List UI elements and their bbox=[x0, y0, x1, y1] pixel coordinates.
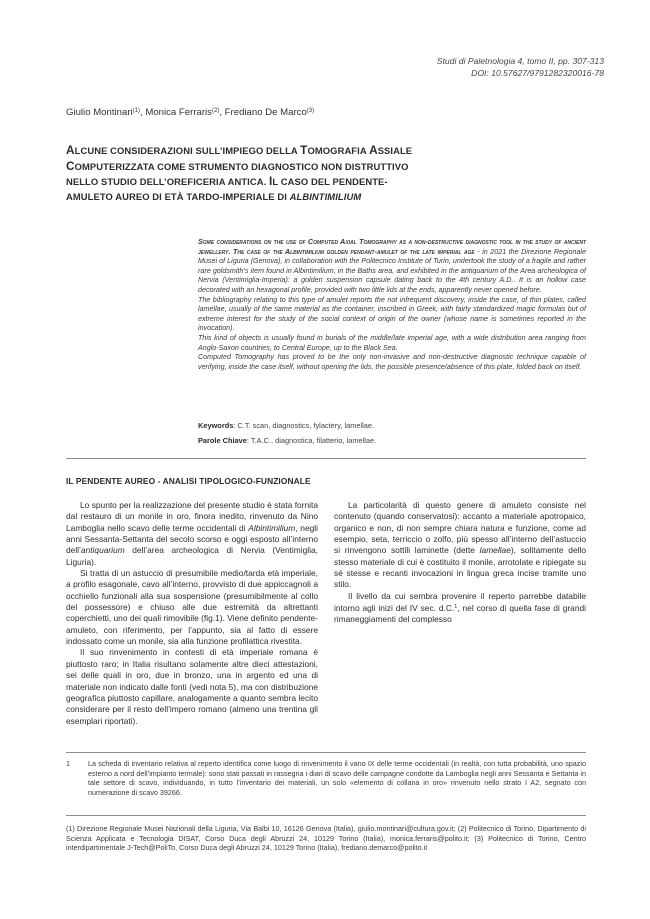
title-text: OMPUTERIZZATA COME STRUMENTO DIAGNOSTICO NON DISTRUTTIVO bbox=[74, 160, 409, 172]
parole-chiave-value: : T.A.C., diagnostica, filatterio, lamellae. bbox=[246, 436, 377, 445]
body-italic: Albintimilium bbox=[248, 522, 296, 533]
title-text: LCUNE CONSIDERAZIONI SULL’IMPIEGO DELLA bbox=[74, 145, 301, 156]
body-column-left bbox=[66, 500, 318, 727]
keywords-value: : C.T. scan, diagnostics, fylactery, lamellae. bbox=[233, 421, 375, 430]
footnote-number: 1 bbox=[66, 759, 70, 768]
title-cap: T bbox=[300, 143, 308, 157]
body-column-right bbox=[334, 500, 586, 626]
body-text: dell’area archeologica di Nervia (Ventimiglia, Liguria). bbox=[66, 545, 318, 567]
abstract-paragraph: - in 2021 the Direzione Regionale Musei of Liguria (Genova), in collaboration with the Politecnico Institute of Turin, undertook the study of a fragile and rather rare goldsmith’s item found in Albintimilium, in the Baths area, and exhibited in the antiquarium of the Area archeologica of Nervia (Ventimiglia-Imperia): a golden suspension capsule dating back to the 4th century A.D.. It is an hollow case decorated with an hexagonal profile, provided with two little lids at the ends, apparently never opened before. bbox=[198, 247, 586, 294]
parole-chiave bbox=[198, 436, 586, 446]
author-separator: , bbox=[140, 107, 146, 118]
title-cap: A bbox=[369, 143, 378, 157]
affiliation-divider bbox=[66, 815, 586, 816]
author-name: Monica Ferraris bbox=[145, 107, 212, 118]
body-paragraph bbox=[66, 500, 318, 568]
abstract-paragraph: This kind of objects is usually found in burials of the middle/late imperial age, with a wide distribution area ranging from Anglo-Saxon countries, to Central Europe, up to the Black Sea. bbox=[198, 333, 586, 352]
author-list bbox=[66, 107, 314, 118]
paper-title bbox=[66, 143, 586, 204]
body-paragraph: Si tratta di un astuccio di presumibile medio/tarda età imperiale, a profilo esagonale, cavo all’interno, provvisto di due appiccagnoli a occhiello funzionali alla sua sospensione (presumibilmente al collo del possessore) e chiuso alle due estremità da altrettanti coperchietti, uno dei quali rimovibile (fig.1). Viene definito pendente-amuleto, con riferimento, per l’appunto, sia al fatto di essere indossato come un monile, sia alla funzione profilattica rivestita. bbox=[66, 568, 318, 647]
abstract bbox=[198, 238, 586, 372]
footnote-divider bbox=[66, 752, 586, 753]
author-affiliation-mark: (1) bbox=[132, 108, 140, 114]
body-italic: antiquarium bbox=[80, 545, 125, 556]
body-text: , negli anni Sessanta-Settanta del secolo scorso e oggi esposto all’interno dell’ bbox=[66, 522, 318, 556]
author-name: Frediano De Marco bbox=[224, 107, 307, 118]
author-name: Giulio Montinari bbox=[66, 107, 133, 118]
journal-citation: Studi di Paletnologia 4, tomo II, pp. 307-313 bbox=[436, 56, 604, 66]
body-text: ), solitamente dello stesso materiale di cui è costituito il monile, arrotolate e ripiegate su sé stesse e recanti invocazioni in lingua greca incise tramite uno stilo. bbox=[334, 545, 586, 590]
keywords bbox=[198, 421, 586, 431]
body-text: La particolarità di questo genere di amuleto consiste nel contenuto (quando conservatosi): accanto a materiale apotropaico, organico e non, di non sempre chiara natura e funzione, come ad esempio, seta, terriccio o zolfo, più spesso all’interno dell’astuccio si rinvengono sottili laminette (dette bbox=[334, 500, 586, 556]
author-separator: , bbox=[219, 107, 225, 118]
body-paragraph bbox=[334, 591, 586, 626]
keywords-label: Keywords bbox=[198, 421, 234, 430]
title-cap: I bbox=[269, 174, 273, 189]
body-text: , nel corso di quella fase di grandi rimaneggiamenti del complesso bbox=[334, 603, 586, 625]
footnote-text: La scheda di inventario relativa al reperto identifica come luogo di rinvenimento il vano IX delle terme occidentali (in realtà, con tutta probabilità, uno spazio esterno a nord dell’impianto termale): sono stati passati in rassegna i diari di scavo delle campagne condotte da Lamboglia negli anni Sessanta e Settanta in tale settore di scavo, individuando, in tutto l’inventario dei materiali, un solo «elemento di collana in oro» rinvenuto nello strato I A2, segnato con numerazione di scavo 39266. bbox=[88, 759, 586, 798]
divider bbox=[66, 458, 586, 459]
title-text: AMULETO AUREO DI ETÀ TARDO-IMPERIALE DI bbox=[66, 190, 290, 202]
author-affiliation-mark: (3) bbox=[306, 108, 315, 114]
body-paragraph: Il suo rinvenimento in contesti di età imperiale romana è piuttosto raro; in Italia risultano solamente altre dieci attestazioni, sei delle quali in oro, due in bronzo, una in argento ed una di materiale non indicato dalle fonti (vedi nota 5), ma con distribuzione geografica piuttosto capillare, analogamente a quanto sembra lecito considerare per il resto dell’impero romano (almeno una trentina gli esemplari riportati). bbox=[66, 647, 318, 726]
abstract-title: Some considerations on the use of Computed Axial Tomography as a non-destructive diagnostic tool in the study of ancient jewellery. The case of the Albintimilium golden pendant-amulet of the late imperial age bbox=[198, 238, 586, 256]
body-paragraph bbox=[334, 500, 586, 591]
title-cap: C bbox=[66, 158, 75, 173]
footnote bbox=[66, 759, 586, 798]
abstract-paragraph: The bibliography relating to this type of amulet reports the not infrequent discovery, inside the case, of thin plates, called lamellae, usually of the same material as the container, inscribed in Greek, with fairly standardized magic formulas but of extreme interest for the study of the social context of origin of the owner (whose name is sometimes reported in the invocation). bbox=[198, 295, 586, 333]
parole-chiave-label: Parole Chiave bbox=[198, 436, 247, 445]
footnote-ref: 1 bbox=[454, 604, 458, 611]
author-affiliation-mark: (2) bbox=[211, 108, 220, 114]
title-text: NELLO STUDIO DELL’OREFICERIA ANTICA. bbox=[66, 176, 270, 188]
body-italic: lamellae bbox=[479, 545, 511, 556]
title-text: OMOGRAFIA bbox=[307, 145, 370, 156]
body-text: Il livello da cui sembra provenire il reperto parrebbe databile intorno agli inizi del IV sec. d.C. bbox=[334, 590, 586, 614]
abstract-paragraph: Computed Tomography has proved to be the only non-invasive and non-destructive diagnostic technique capable of verifying, inside the case itself, without opening the lids, the possible presence/absence of this plate, folded back on itself. bbox=[198, 353, 586, 371]
body-text: Lo spunto per la realizzazione del presente studio è stata fornita dal restauro di un monile in oro, finora inedito, rinvenuto da Nino Lamboglia nello scavo delle terme occidentali di bbox=[66, 500, 318, 533]
title-text: SSIALE bbox=[377, 145, 413, 156]
journal-reference bbox=[437, 56, 604, 79]
affiliations: (1) Direzione Regionale Musei Nazionali della Liguria, Via Balbi 10, 16126 Genova (Italia), giulio.montinari@cultura.gov.it; (2) Politecnico di Torino, Dipartimento di Scienza Applicata e Tecnologia DISAT, Corso Duca degli Abruzzi 24, 10129 Torino (Italia), monica.ferraris@polito.it; (3) Politecnico di Torino, Centro interdipartimentale J-Tech@PoliTo, Corso Duca degli Abruzzi 24, 10129 Torino (Italia), frediano.demarco@polito.it bbox=[66, 824, 586, 853]
title-text: L CASO DEL PENDENTE- bbox=[272, 176, 388, 188]
journal-doi: DOI: 10.57627/9791282320016-78 bbox=[471, 67, 604, 78]
title-cap: A bbox=[66, 143, 75, 157]
section-heading: IL PENDENTE AUREO - ANALISI TIPOLOGICO-FUNZIONALE bbox=[66, 476, 311, 486]
title-place-name: ALBINTIMILIUM bbox=[289, 190, 362, 202]
